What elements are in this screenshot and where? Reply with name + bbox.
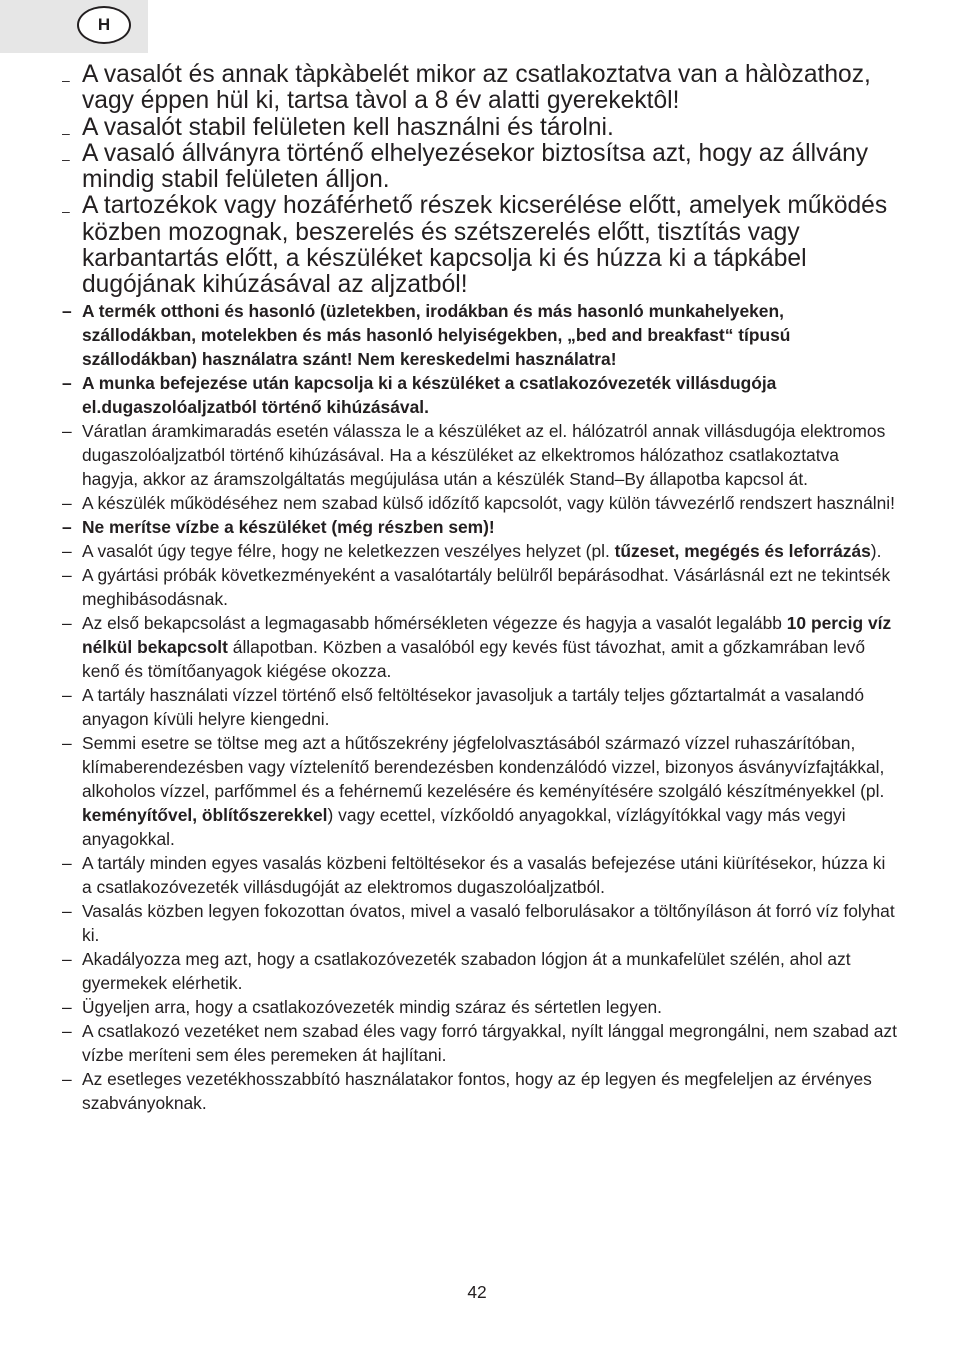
item-text: Az esetleges vezetékhosszabbító használatakor fontos, hogy az ép legyen és megfeleljen az érvényes szabványoknak.	[82, 1068, 872, 1113]
list-item	[62, 563, 898, 611]
list-item	[62, 62, 898, 115]
dash-bullet: –	[62, 300, 72, 321]
dash-bullet: –	[62, 612, 72, 633]
list-item	[62, 947, 898, 995]
list-item	[62, 141, 898, 194]
item-text: A vasalót úgy tegye félre, hogy ne keletkezzen veszélyes helyzet (pl.	[82, 540, 615, 561]
dash-bullet: –	[62, 1068, 72, 1089]
bold-text: 10 percig víz nélkül bekapcsolt	[82, 612, 892, 657]
list-item	[62, 299, 898, 371]
list-item	[62, 683, 898, 731]
list-item	[62, 539, 898, 563]
bold-text: tűzeset, megégés és leforrázás	[614, 540, 871, 561]
dash-bullet: –	[62, 420, 72, 441]
item-text: A vasalót és annak tàpkàbelét mikor az csatlakoztatva van a hàlòzathoz, vagy éppen hül ki, tartsa tàvol a 8 év alatti gyerekektôl!	[82, 61, 871, 115]
item-text: A tartozékok vagy hozáférhető részek kicserélése előtt, amelyek működés közben mozognak, beszerelés és szétszerelés előtt, tisztítás vagy karbantartás előtt, a készüléket kapcsolja ki és húzza ki a tápkábel dugójának kihúzásával az aljzatból!	[82, 192, 888, 299]
item-text: Az első bekapcsolást a legmagasabb hőmérsékleten végezze és hagyja a vasalót legalább	[82, 612, 787, 633]
dash-bullet: –	[62, 1020, 72, 1041]
list-item	[62, 851, 898, 899]
item-text: A tartály minden egyes vasalás közbeni feltöltésekor és a vasalás befejezése utáni kiürítésekor, húzza ki a csatlakozóvezeték villásdugóját az elektromos dugaszolóaljzatból.	[82, 852, 886, 897]
dash-bullet: –	[62, 948, 72, 969]
dash-bullet: –	[62, 150, 70, 167]
list-item	[62, 491, 898, 515]
item-text: A gyártási próbák következményeként a vasalótartály belülről bepárásodhat. Vásárlásnál ezt ne tekintsék meghibásodásnak.	[82, 564, 891, 609]
dash-bullet: –	[62, 203, 70, 220]
item-text: A vasaló állványra történő elhelyezésekor biztosítsa azt, hogy az állvány mindig stabil felületen álljon.	[82, 139, 869, 194]
list-item	[62, 995, 898, 1019]
list-item	[62, 899, 898, 947]
bold-text: keményítővel, öblítőszerekkel	[82, 804, 328, 825]
dash-bullet: –	[62, 996, 72, 1017]
bold-text: Ne merítse vízbe a készüléket (még részben sem)!	[82, 516, 495, 537]
list-item	[62, 115, 898, 141]
dash-bullet: –	[62, 852, 72, 873]
item-text: Váratlan áramkimaradás esetén válassza le a készüléket az el. hálózatról annak villásdugója elektromos dugaszolóaljzatból történő kihúzásával. Ha a készüléket az elkektromos hálózathoz csatlakoztatva hagyja, akkor az áramszolgáltatás megújulása után a készülék Stand–By állapotba kapcsol át.	[82, 420, 886, 489]
language-badge: H	[77, 6, 131, 44]
item-text: A csatlakozó vezetéket nem szabad éles vagy forró tárgyakkal, nyílt lánggal megrongálni, nem szabad azt vízbe meríteni sem éles peremeken át hajlítani.	[82, 1020, 897, 1065]
dash-bullet: –	[62, 900, 72, 921]
item-text: ).	[870, 540, 882, 561]
dash-bullet: –	[62, 564, 72, 585]
dash-bullet: –	[62, 540, 72, 561]
item-text: ) vagy ecettel, vízkőoldó anyagokkal, vízlágyítókkal vagy más vegyi anyagokkal.	[82, 804, 846, 849]
item-text: A tartály használati vízzel történő első feltöltésekor javasoljuk a tartály teljes gőztartalmát a vasalandó anyagon kívüli helyre kiengedni.	[82, 684, 865, 729]
bold-text: A munka befejezése után kapcsolja ki a készüléket a csatlakozóvezeték villásdugója el.dugaszolóaljzatból történő kihúzásával.	[82, 372, 777, 417]
item-text: A készülék működéséhez nem szabad külső időzítő kapcsolót, vagy külön távvezérlő rendszert használni!	[82, 492, 895, 513]
dash-bullet: –	[62, 516, 72, 537]
list-item	[62, 1019, 898, 1067]
item-text: Semmi esetre se töltse meg azt a hűtőszekrény jégfelolvasztásából származó vízzel ruhaszárítóban, klímaberendezésben vagy víztelenítő berendezésben kondenzálódó vizzel, bizonyos ásványvízfajtákkal, alkoholos vízzel, parfőmmel és a fehérnemű kezelésére és keményítésére szolgáló készítményekkel (pl.	[82, 732, 885, 801]
page-number: 42	[467, 1282, 487, 1302]
list-item	[62, 1067, 898, 1115]
dash-bullet: –	[62, 372, 72, 393]
dash-bullet: –	[62, 732, 72, 753]
dash-bullet: –	[62, 492, 72, 513]
dash-bullet: –	[62, 124, 70, 141]
bold-text: A termék otthoni és hasonló (üzletekben, irodákban és más hasonló munkahelyeken, szállodákban, motelekben és más hasonló helyiségekben, „bed and breakfast“ típusú szállodákban) használatra szánt! Nem kereskedelmi használatra!	[82, 300, 791, 369]
dash-bullet: –	[62, 684, 72, 705]
item-text: állapotban. Közben a vasalóból egy kevés füst távozhat, amit a gőzkamrában levő kenő és tömítőanyagok kiégése okozza.	[82, 636, 866, 681]
list-item	[62, 515, 898, 539]
safety-instructions-list	[62, 62, 898, 1115]
list-item	[62, 419, 898, 491]
list-item	[62, 371, 898, 419]
language-tab	[0, 0, 148, 53]
item-text: Vasalás közben legyen fokozottan óvatos, mivel a vasaló felborulásakor a töltőnyíláson át forró víz folyhat ki.	[82, 900, 895, 945]
list-item	[62, 731, 898, 851]
item-text: A vasalót stabil felületen kell használni és tárolni.	[82, 113, 614, 141]
list-item	[62, 193, 898, 298]
item-text: Ügyeljen arra, hogy a csatlakozóvezeték mindig száraz és sértetlen legyen.	[82, 996, 662, 1017]
item-text: Akadályozza meg azt, hogy a csatlakozóvezeték szabadon lógjon át a munkafelület szélén, ahol azt gyermekek elérhetik.	[82, 948, 851, 993]
list-item	[62, 611, 898, 683]
dash-bullet: –	[62, 72, 70, 88]
